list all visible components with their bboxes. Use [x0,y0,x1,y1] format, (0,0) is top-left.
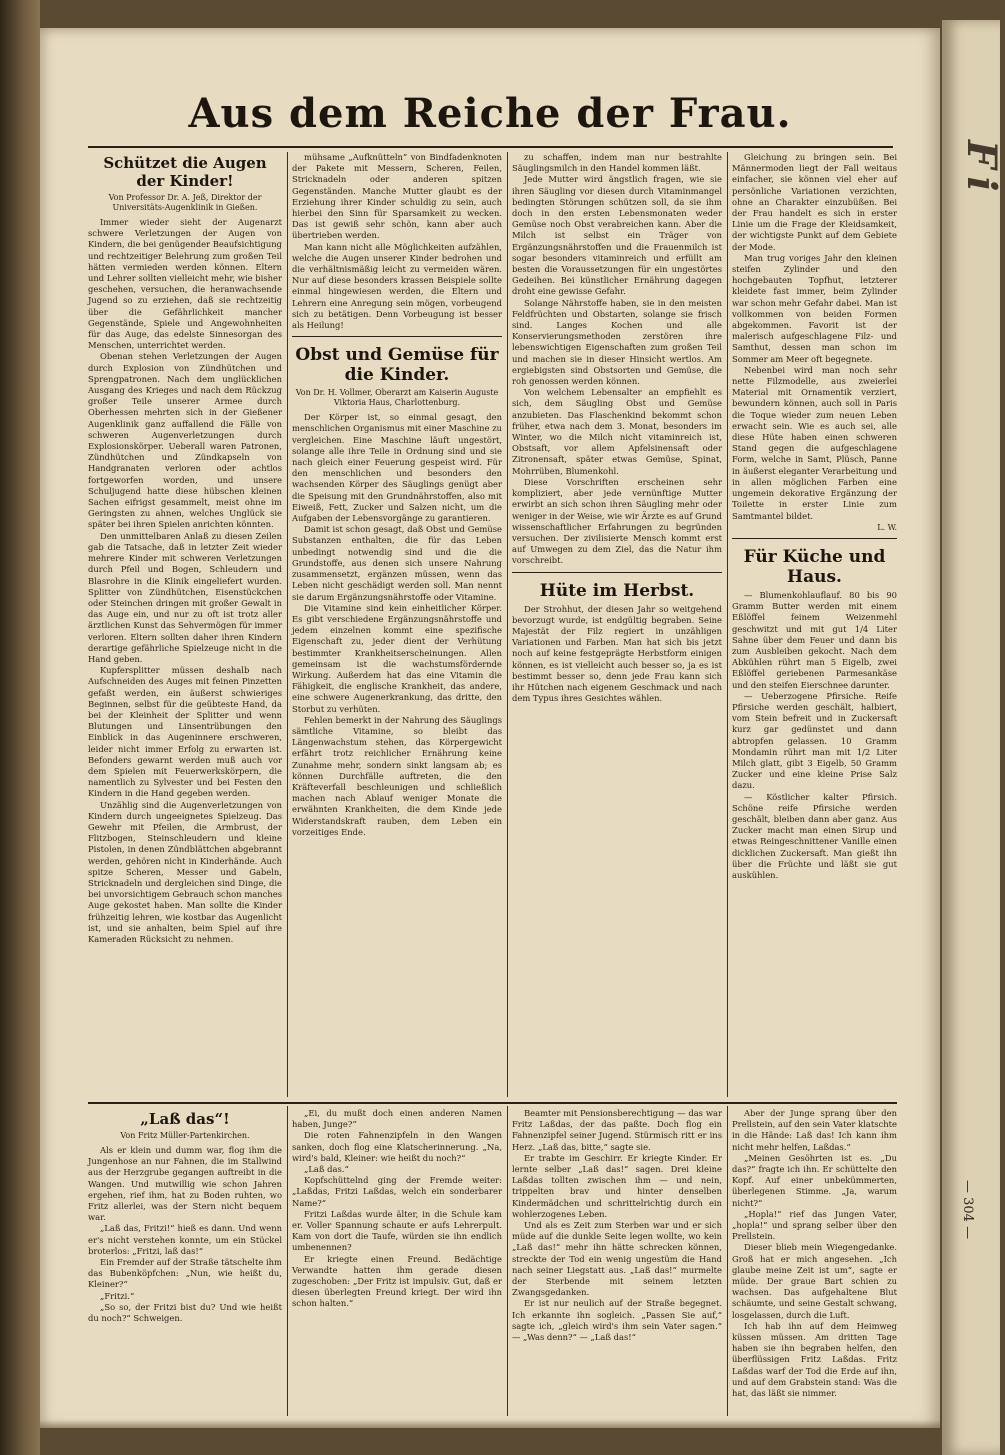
section-divider [88,1102,897,1104]
column-2 [292,152,502,1097]
column-divider [287,1106,288,1416]
paragraph: „So so, der Fritzi bist du? Und wie heißt du noch?“ Schweigen. [88,1301,282,1324]
paragraph: zu schaffen, indem man nur bestrahlte Säuglingsmilch in den Handel kommen läßt. [512,152,722,174]
paragraph: „Ei, du mußt doch einen anderen Namen haben, Junge?“ [292,1108,502,1130]
paragraph: Er trabte im Geschirr. Er kriegte Kinder. Er lernte selber „Laß das!“ sagen. Drei kleine Laßdas tollten zwischen ihm — und nein, trippelten brav und hinter denselben Kindermädchen und schrittelrichtig durch ein wohlerzogenes Leben. [512,1152,722,1219]
column-1 [88,152,282,1097]
paragraph: „Meinen Gesöhrten ist es. „Du das?“ fragte ich ihn. Er schüttelte den Kopf. Auf einer unbekümmerten, überlegenen Stimme. „Ja, warum nicht?“ [732,1152,897,1208]
paragraph: Diese Vorschriften erscheinen sehr kompliziert, aber jede vernünftige Mutter erwirbt an sich schon ihren Säugling mehr oder weniger in der Weise, wie wir Ärzte es auf Grund wissenschaftlicher Erfahrungen zu begründen versuchen. Der zivilisierte Mensch kommt erst auf Umwegen zu dem Ziel, das die Natur ihm vorschreibt. [512,476,722,566]
article-title: Schützet die Augen der Kinder! [103,154,267,190]
paragraph: Er ist nur neulich auf der Straße begegnet. Ich erkannte ihn sogleich. „Passen Sie auf,“ sagte ich, „gleich wird's ihm sein Vater sagen.“ — „Was denn?“ — „Laß das!“ [512,1298,722,1343]
paragraph: Solange Nährstoffe haben, sie in den meisten Feldfrüchten und Obstarten, solange sie frisch sind. Langes Kochen und alle Konservierungsmethoden zerstören ihre lebenswichtigen Eigenschaften zum großen Teil und machen sie in dieser Hinsicht wertlos. Am ergiebigsten sind Obstsorten und Gemüse, die roh genossen werden können. [512,297,722,387]
article-title: Für Küche und Haus. [743,546,886,587]
paragraph: mühsame „Aufknütteln“ von Bindfadenknoten der Pakete mit Messern, Scheren, Feilen, Stricknadeln oder anderen spitzen Gegenständen. Manche Mutter glaubt es der Erziehung ihrer Kinder schuldig zu sein, auch hierbei den Sinn für Sparsamkeit zu wecken. Das ist gewiß sehr schön, kann aber auch übertrieben werden. [292,152,502,241]
column-divider [287,152,288,1097]
article-title: Obst und Gemüse für die Kinder. [295,345,499,386]
column-divider [727,152,728,1097]
paragraph: Man kann nicht alle Möglichkeiten aufzählen, welche die Augen unserer Kinder bedrohen und die verhältnismäßig leicht zu vermeiden wären. Nur auf diese besonders krassen Beispiele sollte einmal hingewiesen werden, die Eltern und Lehrern eine Anregung sein mögen, vorbeugend sich zu betätigen. Denn Vorbeugung ist besser als Heilung! [292,241,502,331]
paragraph: Man trug voriges Jahr den kleinen steifen Zylinder und den hochgebauten Topfhut, letzterer kleidete fast immer, beim Zylinder war schon mehr Gefahr dabei. Man ist vollkommen von beiden Formen abgekommen. Favorit ist der malerisch aufgeschlagene Filz- und Samthut, dessen man schon im Sommer am Meer oft begegnete. [732,252,897,364]
paragraph: Als er klein und dumm war, flog ihm die Jungenhose an nur Fahnen, die im Stallwind aus der Herzgrube gegangen auftreibt in die Wangen. Und mutwillig wie schon Jahren ergehen, rief ihm, hat zu Boden ruhten, wo Fritz allerlei, was der Stern nicht bequem war. [88,1145,282,1223]
paragraph: Damit ist schon gesagt, daß Obst und Gemüse Substanzen enthalten, die für das Leben unbedingt notwendig sind und die die Grundstoffe, aus denen sich unsere Nahrung zusammensetzt, ergänzen müssen, wenn das Leben nicht geschädigt werden soll. Man nennt sie darum Ergänzungsnährstoffe oder Vitamine. [292,524,502,602]
paragraph: Der Körper ist, so einmal gesagt, den menschlichen Organismus mit einer Maschine zu vergleichen. Eine Maschine läuft ungestört, solange alle ihre Teile in Ordnung sind und sie nach gleich einer Feuerung gespeist wird. Für den menschlichen und besonders den wachsenden Körper des Säuglings genügt aber die Speisung mit den Grundnährstoffen, also mit Eiweiß, Fett, Zucker und Salzen nicht, um die Aufgaben der Lebensvorgänge zu garantieren. [292,412,502,524]
bottom-column-1 [88,1108,282,1416]
paragraph: Ich hab ihn auf dem Heimweg küssen müssen. Am dritten Tage haben sie ihn begraben helfen, den überflüssigen Fritz Laßdas. Fritz Laßdas warf der Tod die Erde auf ihn, und auf dem Grabstein stand: Was die hat, das läßt sie nimmer. [732,1320,897,1399]
paragraph: Obenan stehen Verletzungen der Augen durch Explosion von Zündhütchen und Sprengpatronen. Nach dem unglücklichen Ausgang des Krieges und nach dem Rückzug großer Teile unserer Armee durch Oberhessen mehrten sich in der Gießener Augenklinik ganz auffallend die Fälle von schweren Augenverletzungen durch Explosionskörper. Ueberall waren Patronen, Zündhütchen und Zündkapseln von Handgranaten verloren oder achtlos fortgeworfen worden, und unsere Schuljugend hatte diese hübschen kleinen Sachen eifrigst gesammelt, meist ohne im Geringsten zu ahnen, welches Unglück sie später bei ihren Spielen anrichten könnten. [88,351,282,530]
article-byline: Von Fritz Müller-Partenkirchen. [120,1131,250,1140]
column-divider [727,1106,728,1416]
column-4 [732,152,897,1097]
article-title: Hüte im Herbst. [539,580,695,601]
article-byline: Von Dr. H. Vollmer, Oberarzt am Kaiserin Auguste Viktoria Haus, Charlottenburg. [295,388,499,408]
paragraph: Jede Mutter wird ängstlich fragen, wie sie ihren Säugling vor diesen durch Vitaminmangel bedingten Störungen schützen soll, da sie ihm doch in den ersten Lebensmonaten weder Gemüse noch Obst verabreichen kann. Aber die Milch ist selbst ein Träger von Ergänzungsnährstoffen und die Frauenmilch ist sogar besonders vitaminreich und erfüllt am besten die Voraussetzungen für ein ungestörtes Gedeihen. Bei künstlicher Ernährung dagegen droht eine gewisse Gefahr. [512,174,722,297]
bottom-column-4 [732,1108,897,1416]
page-title: Aus dem Reiche der Frau. [188,90,792,137]
adjacent-page-text: Fi [958,140,1005,200]
paragraph: Fehlen bemerkt in der Nahrung des Säuglings sämtliche Vitamine, so bleibt das Längenwachstum stehen, das Körpergewicht erfährt trotz reichlicher Ernährung keine Zunahme mehr, sondern sinkt langsam ab; es können Durchfälle auftreten, die den Kräfteverfall beschleunigen und schließlich machen nach Ablauf weniger Monate die erwähnten Krankheiten, die dem Kinde jede Widerstandskraft rauben, dem Leben ein vorzeitiges Ende. [292,714,502,837]
paragraph: Aber der Junge sprang über den Prellstein, auf den sein Vater klatschte in die Hände: Laß das! Ich kann ihm nicht mehr helfen, Laßdas.“ [732,1108,897,1152]
paragraph: Kupfersplitter müssen deshalb nach Aufschneiden des Auges mit feinen Pinzetten gefaßt werden, ein äußerst schwieriges Beginnen, selbst für die geübteste Hand, da bei der Kleinheit der Splitter und wenn Blutungen und Linsentrübungen den Einblick in das Augeninnere erschweren, leider nicht immer Erfolg zu erwarten ist. Befonders gewarnt werden muß auch vor dem Spielen mit Feuerwerkskörpern, die namentlich zu Sylvester und bei Festen den Kindern in die Hand gegeben werden. [88,665,282,799]
bottom-column-2 [292,1108,502,1416]
column-3 [512,152,722,1097]
header-rule [88,146,893,148]
paragraph: Unzählig sind die Augenverletzungen von Kindern durch ungeeignetes Spielzeug. Das Gewehr mit Pfeilen, die Armbrust, der Flitzbogen, Steinschleudern und kleine Pistolen, in denen Zündblättchen abgebrannt werden, gehören nicht in Kinderhände. Auch spitze Scheren, Messer und Gabeln, Stricknadeln und dergleichen sind Dinge, die bei unvorsichtigem Gebrauch schon manches Auge gekostet haben. Man sollte die Kinder frühzeitig lehren, wie kostbar das Augenlicht ist, und sie anhalten, beim Spiel auf ihre Kameraden Rücksicht zu nehmen. [88,799,282,944]
paragraph: „Laß das.“ [304,1164,349,1175]
paragraph: Von welchem Lebensalter an empfiehlt es sich, dem Säugling Obst und Gemüse anzubieten. Das Flaschenkind bekommt schon früher, etwa nach dem 3. Monat, besonders im Winter, wo die Milch nicht vitaminreich ist, Obstsaft, vor allem Apfelsinensaft oder Zitronensaft, später etwas Gemüse, Spinat, Mohrrüben, Blumenkohl. [512,387,722,476]
section-rule [732,538,897,539]
adjacent-page-number: — 304 — [960,1180,975,1240]
paragraph: Dieser blieb mein Wiegengedanke. Groß hat er mich angesehen. „Ich glaube meine Zeit ist um“, sagte er müde. Der graue Bart schien zu wachsen. Das aufgehaltene Blut schäumte, und seine Gestalt schwang, losgelassen, durch die Luft. [732,1242,897,1320]
paragraph: „Fritzi.“ [100,1290,135,1301]
paragraph: „Laß das, Fritzi!“ hieß es dann. Und wenn er's nicht verstehen konnte, um ein Stückel broterlos: „Fritzi, laß das!“ [88,1223,282,1256]
paragraph: Gleichung zu bringen sein. Bei Männermoden liegt der Fall weitaus einfacher, sie können viel eher auf persönliche Variationen verzichten, ohne an Charakter einzubüßen. Bei der Frau handelt es sich in erster Linie um die Frage der Kleidsamkeit, der wichtigste Punkt auf dem Gebiete der Mode. [732,152,897,252]
section-rule [512,572,722,573]
newspaper-page [40,28,940,1428]
recipe-item: — Köstlicher kalter Pfirsich. Schöne reife Pfirsiche werden geschält, bleiben dann aber ganz. Aus Zucker macht man einen Sirup und etwas Reingeschnittener Vanille einen dicklichen Zuckersaft. Man gießt ihn über die Früchte und läßt sie gut auskühlen. [732,791,897,880]
recipe-item: — Ueberzogene Pfirsiche. Reife Pfirsiche werden geschält, halbiert, vom Stein befreit und in Zuckersaft kurz gar gedünstet und dann abtropfen gelassen. 10 Gramm Mondamin rührt man mit 1/2 Liter Milch glatt, gibt 3 Eigelb, 50 Gramm Zucker und eine kleine Prise Salz dazu. [732,690,897,791]
paragraph: Fritzi Laßdas wurde älter, in die Schule kam er. Voller Spannung schaute er aufs Lehrerpult. Kam von dort die Taufe, würden sie ihn endlich umbenennen? [292,1208,502,1253]
column-divider [507,152,508,1097]
paragraph: Der Strohhut, der diesen Jahr so weitgehend bevorzugt wurde, ist endgültig begraben. Seine Majestät der Filz regiert in unzähligen Variationen und Farben. Man hat sich bis jetzt noch auf keine festgeprägte Herbstform einigen können, es ist vielleicht auch besser so, ja es ist bestimmt besser so, denn jede Frau kann sich ihr Hütchen nach eigenem Geschmack und nach dem Typus ihres Gesichtes wählen. [512,603,722,704]
paragraph: Und als es Zeit zum Sterben war und er sich müde auf die dunkle Seite legen wollte, wo kein „Laß das!“ mehr ihn hätte schrecken können, streckte der Tod ein wenig ungestüm die Hand nach seiner Liegstatt aus. „Laß das!“ murmelte der Sterbende mit seinem letzten Zwangsgedanken. [512,1220,722,1298]
paragraph: Die Vitamine sind kein einheitlicher Körper. Es gibt verschiedene Ergänzungsnährstoffe und jedem einzelnen kommt eine spezifische Eigenschaft zu, jeder dient der Verhütung bestimmter Krankheitserscheinungen. Allen gemeinsam ist die wachstumsfördernde Wirkung. Außerdem hat das eine Vitamin die Fähigkeit, die englische Krankheit, das andere, eine schwere Augenerkrankung, das dritte, den Storbut zu verhüten. [292,602,502,714]
column-divider [507,1106,508,1416]
paragraph: Ein Fremder auf der Straße tätschelte ihm das Bubenköpfchen: „Nun, wie heißt du, Kleiner?“ [88,1257,282,1290]
bottom-column-3 [512,1108,722,1416]
page-shadow [40,1420,940,1428]
book-binding [0,0,40,1455]
paragraph: „Hopla!“ rief das Jungen Vater, „hopla!“ und sprang selber über den Prellstein. [732,1208,897,1242]
paragraph: Kopfschüttelnd ging der Fremde weiter: „Laßdas, Fritzi Laßdas, welch ein sonderbarer Name?“ [292,1175,502,1208]
paragraph: Nebenbei wird man noch sehr nette Filzmodelle, aus zweierlei Material mit Ornamentik verziert, bewundern können, auch soll in Paris die Toque wieder zum neuen Leben erwacht sein. Wie es auch sei, alle diese Hüte haben einen schweren Stand gegen die aufgeschlagene Form, welche in Samt, Plüsch, Panne in äußerst eleganter Verarbeitung und in allen möglichen Farben eine ungemein dekorative Ergänzung der Toilette in erster Linie zum Samtmantel bildet. [732,364,897,521]
article-byline: Von Professor Dr. A. Jeß, Direktor der Universitäts-Augenklinik in Gießen. [108,193,262,212]
article-title: „Laß das“! [140,1110,230,1128]
paragraph: Immer wieder sieht der Augenarzt schwere Verletzungen der Augen von Kindern, die bei genügender Beaufsichtigung und rechtzeitiger Belehrung zum großen Teil hätten vermieden werden können. Eltern und Lehrer sollten vielleicht mehr, wie bisher geschehen, versuchen, die heranwachsende Jugend so zu erziehen, daß sie rechtzeitig über die Gefährlichkeit mancher Gegenstände, Spiele und Angewohnheiten für das Auge, das edelste Sinnesorgan des Menschen, unterrichtet werden. [88,217,282,351]
section-rule [292,336,502,337]
recipe-item: — Blumenkohlauflauf. 80 bis 90 Gramm Butter werden mit einem Eßlöffel feinem Weizenmehl geschwitzt und mit gut 1/4 Liter Sahne über dem Feuer und dann bis zum Ausbleiben gekocht. Nach dem Abkühlen rührt man 5 Eigelb, zwei Eßlöffel geriebenen Parmesankäse und den steifen Eierschnee darunter. [732,589,897,690]
paragraph: Den unmittelbaren Anlaß zu diesen Zeilen gab die Tatsache, daß in letzter Zeit wieder mehrere Kinder mit schweren Verletzungen durch Pfeil und Bogen, Schleudern und Blasrohre in die Klinik eingeliefert wurden. Splitter von Zündhütchen, Eisenstückchen oder Steinchen dringen mit großer Gewalt in das Auge ein, und nur zu oft ist trotz aller ärztlichen Kunst das Sehvermögen für immer verloren. Eltern sollten daher ihren Kindern derartige gefährliche Spielzeuge nicht in die Hand geben. [88,530,282,664]
article-signature: L. W. [877,522,897,532]
paragraph: Beamter mit Pensionsberechtigung — das war Fritz Laßdas, der das paßte. Doch flog ein Fahnenzipfel seiner Jugend. Stürmisch ritt er ins Herz. „Laß das, bitte,“ sagte sie. [512,1108,722,1152]
paragraph: Die roten Fahnenzipfeln in den Wangen sanken, doch flog eine Klatscherinnerung. „Na, wird's bald, Kleiner: wie heißt du noch?“ [292,1130,502,1163]
adjacent-page-edge [942,20,1005,1455]
paragraph: Er kriegte einen Freund. Bedächtige Verwandte hatten ihm gerade diesen zugeschoben: „Der Fritz ist impulsiv. Gut, daß er diesen überlegten Freund kriegt. Der wird ihn schon halten.“ [292,1253,502,1309]
